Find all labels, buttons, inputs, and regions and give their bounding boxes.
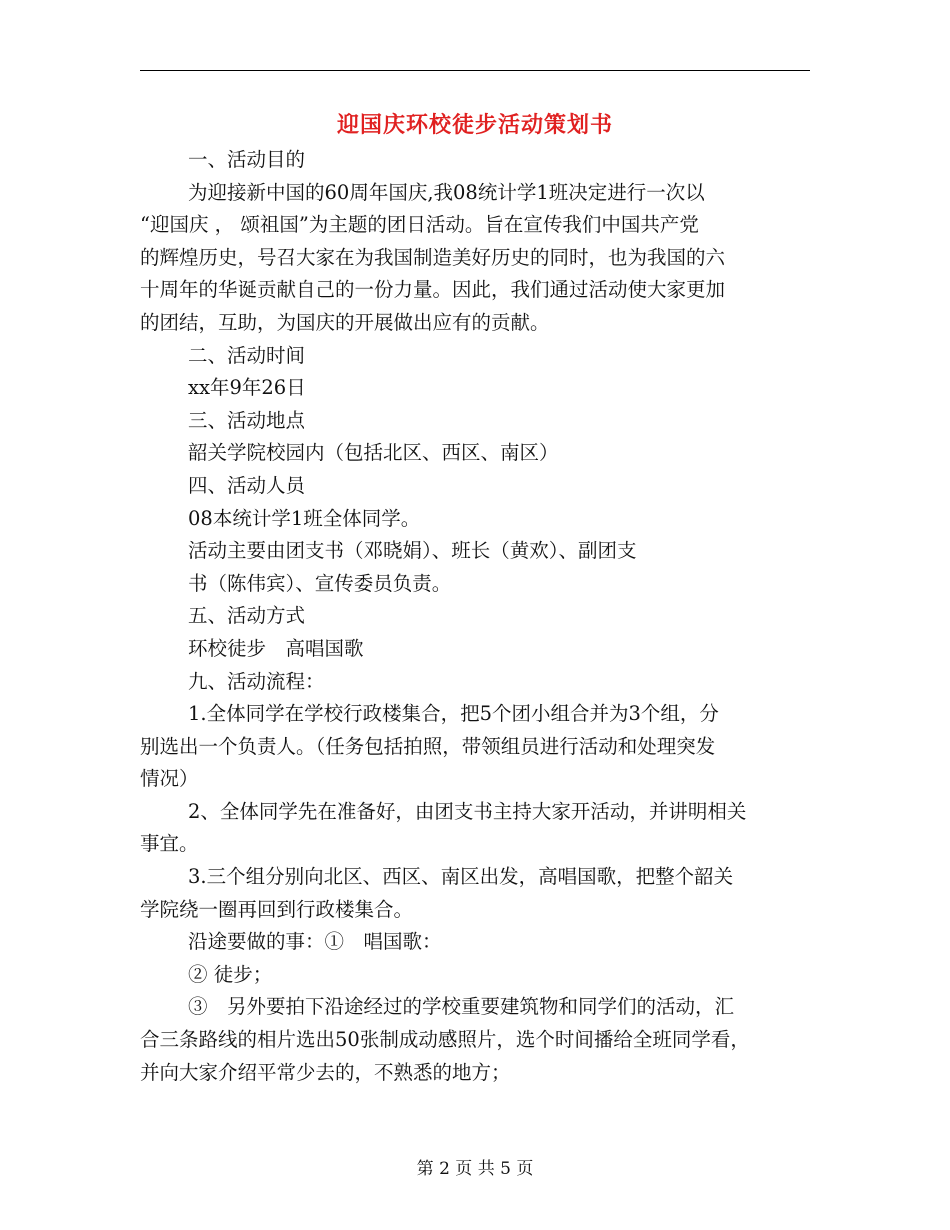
body-line: 08本统计学1班全体同学。 <box>188 506 421 530</box>
body-line: 沿途要做的事：① 唱国歌： <box>188 930 442 954</box>
body-line: 并向大家介绍平常少去的，不熟悉的地方； <box>140 1060 511 1084</box>
page-footer: 第 2 页 共 5 页 <box>416 1159 534 1179</box>
body-line: 别选出一个负责人。（任务包括拍照，带领组员进行活动和处理突发 <box>140 734 716 758</box>
body-line: 的团结，互助，为国庆的开展做出应有的贡献。 <box>140 310 550 334</box>
body-line: 1.全体同学在学校行政楼集合，把5个团小组合并为3个组，分 <box>188 702 719 726</box>
body-line: 书（陈伟宾）、宣传委员负责。 <box>188 571 452 595</box>
body-line: 3.三个组分别向北区、西区、南区出发，高唱国歌，把整个韶关 <box>188 865 734 889</box>
body-line: 情况） <box>140 767 199 791</box>
body-line: ③ 另外要拍下沿途经过的学校重要建筑物和同学们的活动，汇 <box>188 995 735 1019</box>
body-line: 学院绕一圈再回到行政楼集合。 <box>140 897 414 921</box>
body-line: 三、活动地点 <box>188 408 306 432</box>
document-title: 迎国庆环校徒步活动策划书 <box>336 112 613 138</box>
body-line: xx年9年26日 <box>188 376 306 400</box>
header-rule <box>140 70 810 71</box>
body-line: 事宜。 <box>140 832 199 856</box>
body-line: “迎国庆 ， 颂祖国”为主题的团日活动。旨在宣传我们中国共产党 <box>140 213 699 237</box>
body-line: 环校徒步 高唱国歌 <box>188 636 364 660</box>
body-line: 为迎接新中国的60周年国庆,我08统计学1班决定进行一次以 <box>188 180 705 204</box>
body-line: ② 徒步； <box>188 962 273 986</box>
body-line: 四、活动人员 <box>188 473 306 497</box>
body-line: 九、活动流程： <box>188 669 325 693</box>
body-line: 五、活动方式 <box>188 604 306 628</box>
document-body <box>140 144 810 1089</box>
body-line: 一、活动目的 <box>188 148 306 171</box>
body-line: 韶关学院校园内（包括北区、西区、南区） <box>188 441 559 465</box>
body-line: 十周年的华诞贡献自己的一份力量。因此，我们通过活动使大家更加 <box>140 278 726 302</box>
body-line: 2、全体同学先在准备好，由团支书主持大家开活动，并讲明相关 <box>188 799 747 823</box>
body-line: 合三条路线的相片选出50张制成动感照片，选个时间播给全班同学看， <box>140 1028 750 1052</box>
body-line: 二、活动时间 <box>188 343 306 367</box>
body-line: 的辉煌历史，号召大家在为我国制造美好历史的同时，也为我国的六 <box>140 245 726 269</box>
body-line: 活动主要由团支书（邓晓娟）、班长（黄欢）、副团支 <box>188 539 637 563</box>
